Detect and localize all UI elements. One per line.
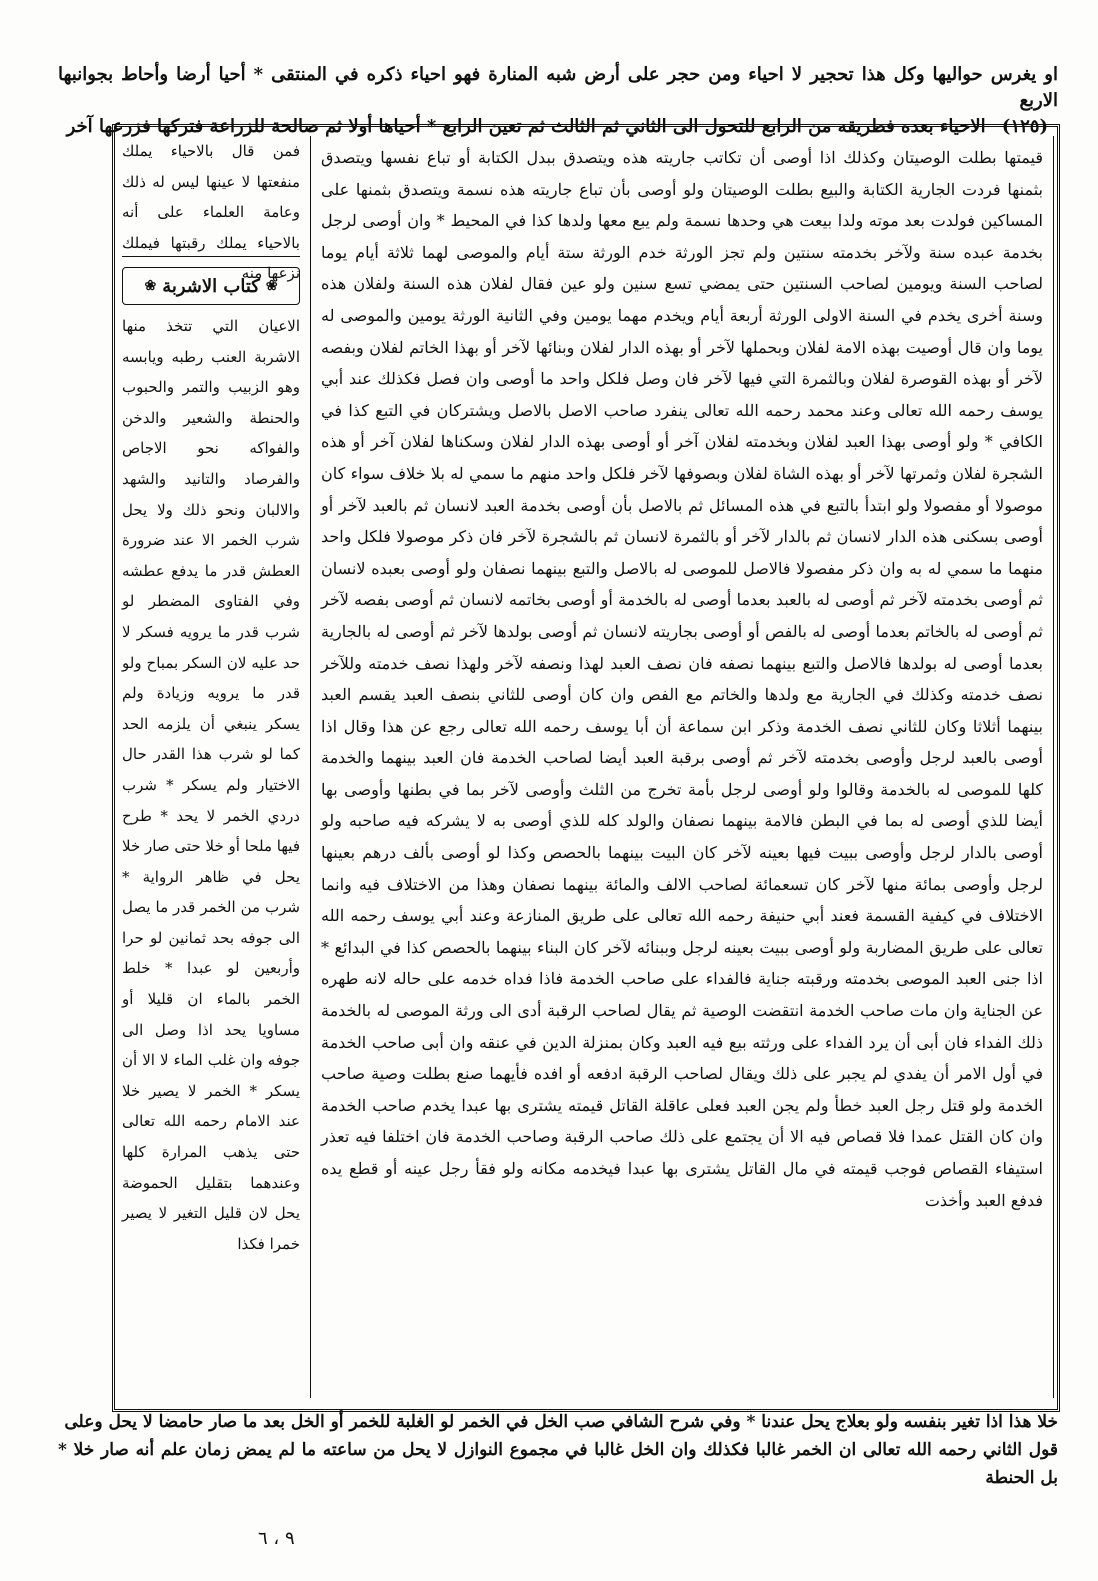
header-line-2-text: الاحياء بعده فطريقه من الرابع للتحول الى الثاني ثم الثالث ثم تعين الرابع * أحياها أولا ثم صالحة للزراعة فتركها فزرعها آخر — [66, 116, 986, 137]
main-column — [310, 136, 1054, 1398]
section-title: كتاب الاشربة — [162, 275, 260, 297]
page-number: (١٢٥) — [1001, 116, 1048, 137]
ornament-right-icon: ❀ — [265, 278, 278, 294]
side-paragraph: الاعيان التي تتخذ منها الاشربة العنب رطبه ويابسه وهو الزبيب والتمر والحبوب والحنطة والشعير والدخن والفواكه نحو الاجاص والفرصاد والتانيد والشهد والالبان ونحو ذلك ولا يحل شرب الخمر الا عند ضرورة العطش قدر ما يدفع عطشه وفي الفتاوى المضطر لو شرب قدر ما يرويه فسكر لا حد عليه لان السكر بمباح ولو قدر ما يرويه وزيادة ولم يسكر ينبغي أن يلزمه الحد كما لو شرب هذا القدر حال الاختيار ولم يسكر * شرب دردي الخمر لا يحد * طرح فيها ملحا أو خلا حتى صار خلا يحل في ظاهر الرواية * شرب من الخمر قدر ما يصل الى جوفه بحد ثمانين لو حرا وأربعين لو عبدا * خلط الخمر بالماء ان قليلا أو مساويا يحد اذا وصل الى جوفه وان غلب الماء لا الا أن يسكر * الخمر لا يصير خلا عند الامام رحمه الله تعالى حتى يذهب المرارة كلها وعندهما بتقليل الحموضة يحل لان قليل التغير لا يصير خمرا فكذا — [122, 317, 300, 1253]
side-head — [122, 136, 300, 283]
signature-mark: ٩ ، ٦ — [258, 1528, 295, 1549]
footer-line-2: قول الثاني رحمه الله تعالى ان الخمر غالبا فكذلك وان الخل غالبا في مجموع النوازل لا يحل من ساعته ما لم يمض زمان علم أنه صار خلا * بل الحنطة — [58, 1440, 1058, 1488]
footer-line-1: خلا هذا اذا تغير بنفسه ولو بعلاج يحل عندنا * وفي شرح الشافي صب الخل في الخمر لو الغلبة للخمر أو الخل بعد ما صار حامضا لا يحل وعلى — [64, 1412, 1058, 1432]
ornament-left-icon: ❀ — [144, 278, 157, 294]
page-footer — [58, 1408, 1058, 1492]
header-line-1: او يغرس حواليها وكل هذا تحجير لا احياء ومن حجر على أرض شبه المنارة فهو احياء ذكره في المنتقى * أحيا أرضا وأحاط بجوانبها الاربع — [58, 64, 1058, 111]
side-column — [116, 136, 306, 1398]
main-paragraph: قيمتها بطلت الوصيتان وكذلك اذا أوصى أن تكاتب جاريته هذه ويتصدق ببدل الكتابة أو تباع نفسها ويتصدق بثمنها فردت الجارية الكتابة والبيع بطلت الوصيتان ولو أوصى بأن تباع جاريته هذه نسمة ويتصدق بثمنها على المساكين فولدت بعد موته ولدا بيعت هي وحدها نسمة ولم يبع معها ولدها كذا في المحيط * وان أوصى لرجل بخدمة عبده سنة ولآخر بخدمته سنتين ولم تجز الورثة خدم الورثة ستة أيام والموصى لهما ثلاثة أيام يوما لصاحب السنة ويومين لصاحب السنتين حتى يمضي تسع سنين ولو عين فقال لفلان هذه السنة ولفلان هذه وسنة أخرى يخدم في السنة الاولى الورثة أربعة أيام ويخدم مهما يومين وفي الثانية الورثة يومين والموصى له يوما وان قال أوصيت بهذه الامة لفلان وبحملها لآخر أو بهذه الدار لفلان وبنائها لآخر أو بهذا الخاتم لفلان وبفصه لآخر أو بهذه القوصرة لفلان وبالثمرة التي فيها لآخر فان وصل فلكل واحد ما أوصى وان فصل فكذلك عند أبي يوسف رحمه الله تعالى وعند محمد رحمه الله تعالى ينفرد صاحب الاصل بالاصل ويشتركان في التبع كذا في الكافي * ولو أوصى بهذا العبد لفلان وبخدمته لفلان آخر أو أوصى بهذه الدار لفلان وسكناها لفلان آخر أو هذه الشجرة لفلان وثمرتها لآخر أو بهذه الشاة لفلان وبصوفها لآخر فلكل واحد منهم ما سمي له بلا خلاف سواء كان موصولا أو مفصولا ولو ابتدأ بالتبع في هذه المسائل ثم بالاصل بأن أوصى بخدمة العبد لانسان ثم بالعبد لآخر أو أوصى بسكنى هذه الدار لانسان ثم بالدار لآخر أو بالثمرة لانسان ثم بالشجرة لآخر فان ذكر موصولا فلكل واحد منهما ما سمي له به وان ذكر مفصولا فالاصل للموصى له بالاصل والتبع بينهما نصفان ولو أوصى بعبده لانسان ثم أوصى بخدمته لآخر ثم أوصى له بالعبد بعدما أوصى له بالخدمة أو أوصى بخاتمه لانسان ثم أوصى بفصه لآخر ثم أوصى له بالخاتم بعدما أوصى له بالفص أو أوصى بجاريته لانسان ثم أوصى بولدها لآخر ثم أوصى له بالجارية بعدما أوصى له بولدها فالاصل والتبع بينهما نصفه فان نصف العبد لهذا ونصفه لآخر ولهذا نصف خدمته وللآخر نصف خدمته وكذلك في الجارية مع ولدها والخاتم مع الفص وان كان أوصى للثاني بنصف العبد يقسم العبد بينهما أثلاثا وكان للثاني نصف الخدمة وذكر ابن سماعة أن أبا يوسف رحمه الله تعالى رجع عن هذا وقال اذا أوصى بالعبد لرجل وأوصى بخدمته لآخر ثم أوصى برقبة العبد أيضا لصاحب الخدمة فان العبد بينهما والخدمة كلها للموصى له بالخدمة وقالوا ولو أوصى لرجل بأمة تخرج من الثلث وأوصى لآخر بما في بطنها وأوصى بها أيضا للذي أوصى له بما في البطن فالامة بينهما نصفان والولد كله للذي أوصى به لا يشركه فيه صاحبه ولو أوصى بالدار لرجل وأوصى ببيت فيها بعينه لآخر كان البيت بينهما بالحصص وكذا لو أوصى بألف درهم بعينها لرجل وأوصى بمائة منها لآخر كان تسعمائة لصاحب الالف والمائة بينهما نصفان وهذا من الاختلاف فيه وانما الاختلاف في كيفية القسمة فعند أبي حنيفة رحمه الله تعالى على طريق المنازعة وعند أبي يوسف رحمه الله تعالى على طريق المضاربة ولو أوصى ببيت بعينه لرجل وببنائه لآخر كان البناء بينهما بالحصص كذا في البدائع * اذا جنى العبد الموصى بخدمته ورقبته جناية فالفداء على صاحب الخدمة فاذا فداه خدمه على حاله لانه طهره عن الجناية وان مات صاحب الخدمة انتقضت الوصية ثم يقال لصاحب الرقبة أدى الى ورثة الموصى له بالخدمة ذلك الفداء فان أبى أن يرد الفداء على ورثته بيع فيه العبد وكان بمنزلة الدين في عنقه وان أبى صاحب الخدمة في أول الامر أن يفدي لم يجبر على ذلك ويقال لصاحب الرقبة ادفعه أو افده فأيهما صنع بطلت وصية صاحب الخدمة ولو قتل رجل العبد خطأ ولم يجن العبد فعلى عاقلة القاتل قيمته يشترى بها عبدا يخدم صاحب الخدمة وان كان القتل عمدا فلا قصاص فيه الا أن يجتمع على ذلك صاحب الرقبة وصاحب الخدمة فان اختلفا فيه تعذر استيفاء القصاص فوجب قيمته في مال القاتل يشترى بها عبدا فيخدمه مكانه ولو فقأ رجل عينه أو قطع يده فدفع العبد وأخذت — [321, 148, 1044, 1210]
side-top-text: فمن قال بالاحياء يملك منفعتها لا عينها ليس له ذلك وعامة العلماء على أنه بالاحياء يملك رقبتها فيملك نزعها منه — [122, 142, 300, 283]
